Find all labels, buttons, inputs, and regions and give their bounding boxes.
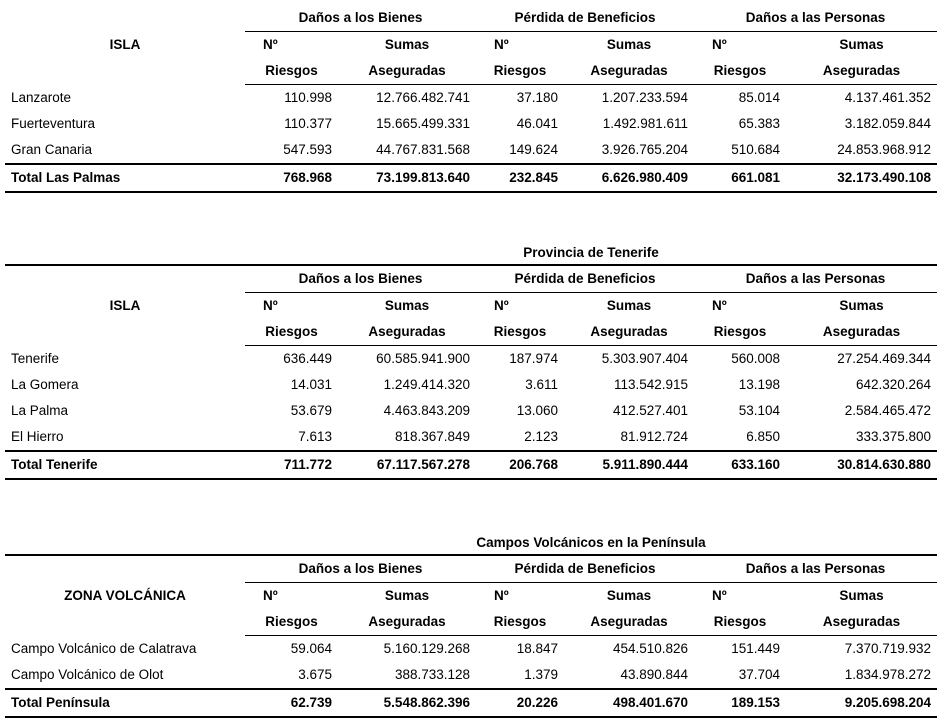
table-row	[5, 111, 937, 137]
total-cell: 67.117.567.278	[338, 451, 476, 479]
total-label: Total Las Palmas	[5, 164, 245, 192]
cell: 151.449	[731, 641, 781, 656]
row-header: ISLA	[109, 36, 141, 52]
total-cell: 206.768	[476, 451, 564, 479]
cell: 510.684	[731, 142, 781, 157]
sub-header: Nº	[712, 298, 727, 313]
sub-header: Riesgos	[694, 319, 786, 346]
sub-header: Nº	[263, 298, 278, 313]
row-label: Tenerife	[11, 350, 60, 366]
cell: 636.449	[283, 351, 332, 366]
table-peninsula	[5, 532, 937, 718]
group-header: Daños a las Personas	[694, 5, 937, 32]
total-cell: 232.845	[476, 164, 564, 192]
total-cell: 768.968	[245, 164, 338, 192]
row-label: Gran Canaria	[11, 142, 93, 157]
cell: 46.041	[516, 116, 559, 131]
data-table	[5, 554, 937, 718]
sub-header: Nº	[263, 588, 278, 603]
group-header: Pérdida de Beneficios	[476, 265, 694, 293]
data-table	[5, 5, 937, 193]
table-caption: Campos Volcánicos en la Península	[476, 535, 706, 550]
cell: 1.379	[524, 667, 559, 682]
total-row	[5, 451, 937, 479]
sub-header: Sumas	[839, 588, 884, 603]
cell: 53.679	[290, 403, 332, 418]
cell: 27.254.469.344	[837, 351, 932, 366]
sub-header: Sumas	[839, 37, 884, 52]
cell: 37.704	[738, 667, 781, 682]
cell: 53.104	[738, 403, 781, 418]
total-cell: 189.153	[694, 689, 786, 717]
cell: 454.510.826	[612, 641, 689, 656]
total-cell: 32.173.490.108	[786, 164, 937, 192]
total-cell: 711.772	[245, 451, 338, 479]
cell: 113.542.915	[613, 377, 689, 392]
table-row	[5, 346, 937, 373]
group-header: Daños a los Bienes	[245, 265, 476, 293]
table-tenerife	[5, 242, 937, 480]
cell: 81.912.724	[620, 429, 689, 444]
table-row	[5, 398, 937, 424]
sub-header: Aseguradas	[338, 58, 476, 85]
cell: 412.527.401	[612, 403, 689, 418]
sub-header: Riesgos	[694, 609, 786, 636]
cell: 3.926.765.204	[601, 142, 689, 157]
cell: 110.377	[284, 116, 332, 131]
total-cell: 20.226	[476, 689, 564, 717]
data-table	[5, 264, 937, 480]
group-header: Daños a los Bienes	[245, 5, 476, 32]
total-cell: 30.814.630.880	[786, 451, 937, 479]
cell: 2.123	[524, 429, 559, 444]
total-row	[5, 689, 937, 717]
sub-header: Riesgos	[245, 58, 338, 85]
sub-header: Aseguradas	[786, 609, 937, 636]
group-header: Daños a las Personas	[694, 555, 937, 583]
cell: 15.665.499.331	[376, 116, 471, 131]
cell: 60.585.941.900	[376, 351, 471, 366]
cell: 24.853.968.912	[837, 142, 932, 157]
sub-header: Riesgos	[476, 58, 564, 85]
table-row	[5, 85, 937, 112]
cell: 7.613	[298, 429, 332, 444]
cell: 818.367.849	[394, 429, 471, 444]
sub-header: Aseguradas	[786, 319, 937, 346]
total-cell: 661.081	[694, 164, 786, 192]
cell: 110.998	[284, 90, 332, 105]
cell: 2.584.465.472	[844, 403, 932, 418]
cell: 388.733.128	[394, 667, 471, 682]
row-label: La Palma	[11, 403, 69, 418]
cell: 43.890.844	[620, 667, 689, 682]
cell: 13.060	[516, 403, 559, 418]
cell: 3.182.059.844	[844, 116, 932, 131]
cell: 333.375.800	[855, 429, 932, 444]
total-cell: 498.401.670	[564, 689, 694, 717]
cell: 1.834.978.272	[844, 667, 932, 682]
cell: 1.207.233.594	[601, 90, 689, 105]
cell: 44.767.831.568	[376, 142, 471, 157]
cell: 187.974	[509, 351, 559, 366]
sub-header: Sumas	[606, 37, 652, 52]
sub-header: Riesgos	[694, 58, 786, 85]
sub-header: Sumas	[606, 298, 652, 313]
row-header: ISLA	[109, 297, 141, 313]
cell: 3.675	[298, 667, 332, 682]
cell: 13.198	[738, 377, 781, 392]
total-label: Total Tenerife	[5, 451, 245, 479]
cell: 14.031	[290, 377, 332, 392]
table-row	[5, 424, 937, 451]
row-label: Fuerteventura	[11, 116, 96, 131]
total-cell: 6.626.980.409	[564, 164, 694, 192]
cell: 7.370.719.932	[844, 641, 932, 656]
table-las-palmas	[5, 5, 937, 193]
cell: 149.624	[509, 142, 559, 157]
sub-header: Riesgos	[245, 319, 338, 346]
sub-header: Nº	[494, 298, 509, 313]
sub-header: Sumas	[384, 37, 430, 52]
cell: 12.766.482.741	[376, 90, 471, 105]
total-cell: 5.911.890.444	[564, 451, 694, 479]
table-caption: Provincia de Tenerife	[523, 245, 659, 260]
cell: 3.611	[525, 377, 559, 392]
total-cell: 9.205.698.204	[786, 689, 937, 717]
total-row	[5, 164, 937, 192]
cell: 6.850	[746, 429, 781, 444]
row-header: ZONA VOLCÁNICA	[64, 587, 186, 603]
row-label: Campo Volcánico de Olot	[11, 667, 164, 682]
cell: 18.847	[516, 641, 559, 656]
cell: 4.463.843.209	[383, 403, 471, 418]
table-row	[5, 137, 937, 164]
sub-header: Aseguradas	[786, 58, 937, 85]
table-row	[5, 372, 937, 398]
sub-header: Aseguradas	[338, 319, 476, 346]
sub-header: Aseguradas	[338, 609, 476, 636]
cell: 37.180	[516, 90, 559, 105]
total-cell: 62.739	[245, 689, 338, 717]
group-header: Daños a los Bienes	[245, 555, 476, 583]
sub-header: Riesgos	[245, 609, 338, 636]
group-header: Daños a las Personas	[694, 265, 937, 293]
sub-header: Riesgos	[476, 319, 564, 346]
sub-header: Sumas	[839, 298, 884, 313]
group-header: Pérdida de Beneficios	[476, 5, 694, 32]
table-row	[5, 636, 937, 663]
total-cell: 5.548.862.396	[338, 689, 476, 717]
sub-header: Sumas	[606, 588, 652, 603]
cell: 1.492.981.611	[602, 116, 689, 131]
row-label: Lanzarote	[11, 89, 72, 105]
cell: 560.008	[731, 351, 781, 366]
cell: 59.064	[290, 641, 332, 656]
sub-header: Nº	[494, 588, 509, 603]
sub-header: Nº	[494, 37, 509, 52]
sub-header: Nº	[712, 37, 727, 52]
row-label: El Hierro	[11, 429, 64, 444]
cell: 642.320.264	[855, 377, 932, 392]
row-label: Campo Volcánico de Calatrava	[11, 640, 197, 656]
sub-header: Sumas	[384, 298, 430, 313]
cell: 1.249.414.320	[383, 377, 471, 392]
sub-header: Aseguradas	[564, 319, 694, 346]
sub-header: Aseguradas	[564, 58, 694, 85]
sub-header: Nº	[263, 37, 278, 52]
table-row	[5, 662, 937, 689]
cell: 85.014	[738, 90, 781, 105]
total-label: Total Península	[5, 689, 245, 717]
sub-header: Sumas	[384, 588, 430, 603]
cell: 5.160.129.268	[383, 641, 471, 656]
group-header: Pérdida de Beneficios	[476, 555, 694, 583]
total-cell: 633.160	[694, 451, 786, 479]
row-label: La Gomera	[11, 377, 79, 392]
sub-header: Aseguradas	[564, 609, 694, 636]
cell: 5.303.907.404	[601, 351, 689, 366]
total-cell: 73.199.813.640	[338, 164, 476, 192]
cell: 4.137.461.352	[844, 90, 932, 105]
cell: 65.383	[738, 116, 781, 131]
sub-header: Riesgos	[476, 609, 564, 636]
sub-header: Nº	[712, 588, 727, 603]
cell: 547.593	[283, 142, 332, 157]
